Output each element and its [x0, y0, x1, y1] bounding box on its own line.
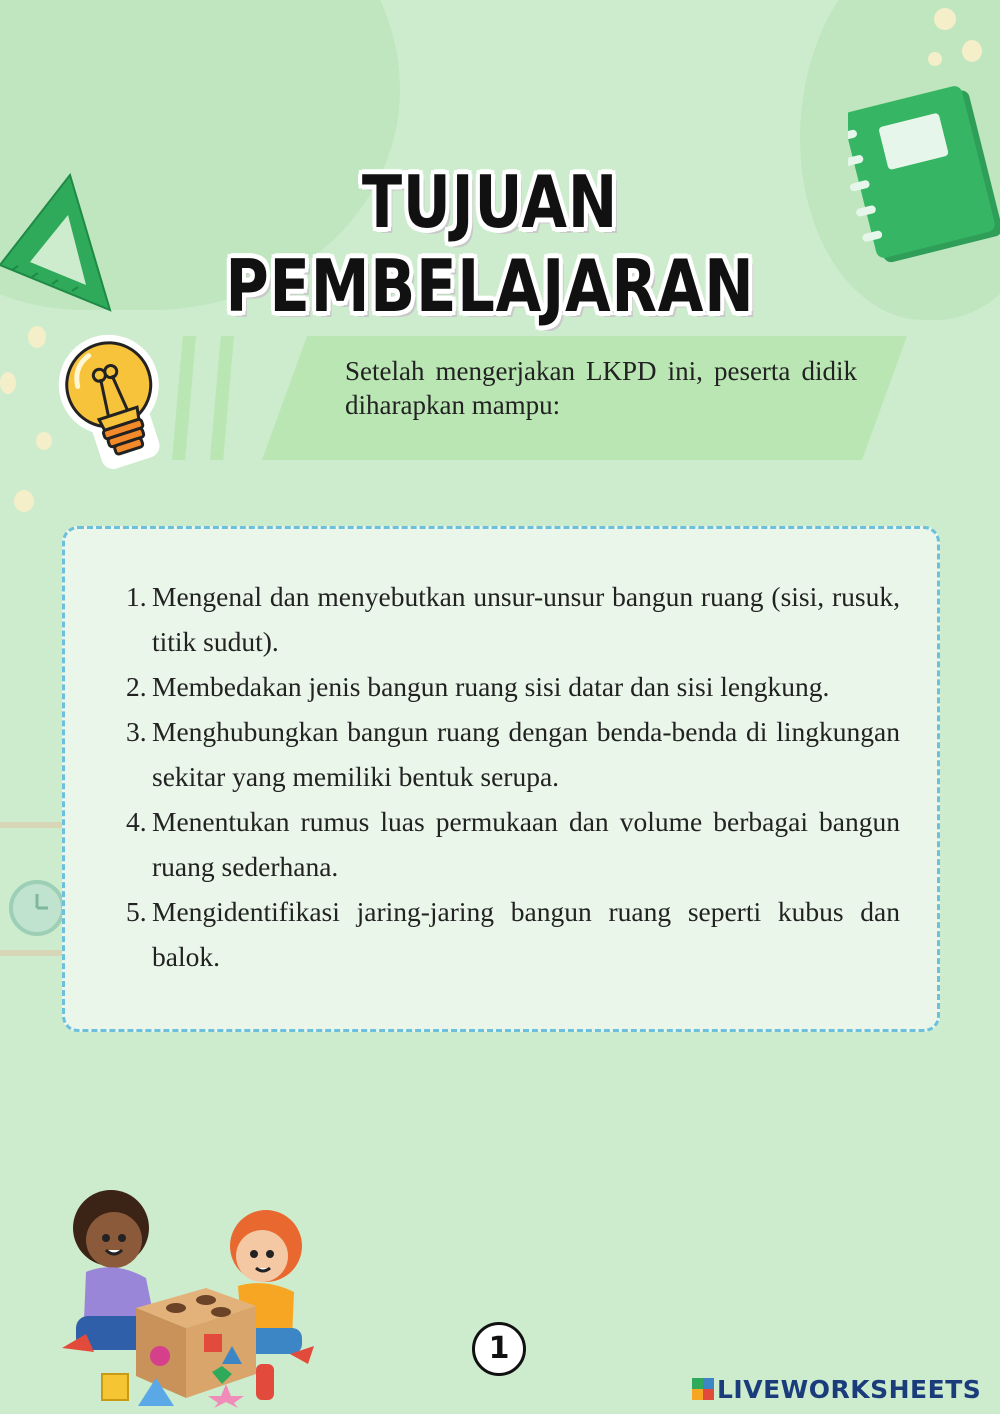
list-item — [126, 799, 900, 889]
item-number: 3. — [126, 716, 147, 747]
item-number: 4. — [126, 806, 147, 837]
intro-text: Setelah mengerjakan LKPD ini, peserta didik diharapkan mampu: — [345, 356, 857, 420]
brand-logo-icon — [692, 1378, 714, 1400]
banner-stripe — [210, 336, 234, 460]
list-item — [126, 664, 900, 709]
children-shape-sorter-illustration — [56, 1188, 326, 1408]
item-text: Mengidentifikasi jaring-jaring bangun ruang seperti kubus dan balok. — [152, 896, 900, 972]
brand — [692, 1373, 981, 1405]
brand-name: LIVEWORKSHEETS — [717, 1374, 982, 1404]
item-number: 2. — [126, 671, 147, 702]
item-number: 1. — [126, 581, 147, 612]
objectives-list — [126, 574, 900, 979]
lightbulb-icon — [54, 326, 174, 476]
list-item — [126, 574, 900, 664]
list-item — [126, 889, 900, 979]
item-text: Membedakan jenis bangun ruang sisi datar dan sisi lengkung. — [152, 671, 830, 702]
item-text: Menentukan rumus luas permukaan dan volume berbagai bangun ruang sederhana. — [152, 806, 900, 882]
list-item — [126, 709, 900, 799]
item-text: Menghubungkan bangun ruang dengan benda-benda di lingkungan sekitar yang memiliki bentuk serupa. — [152, 716, 900, 792]
page-title: TUJUAN PEMBELAJARAN — [225, 160, 755, 328]
item-number: 5. — [126, 896, 147, 927]
item-text: Mengenal dan menyebutkan unsur-unsur bangun ruang (sisi, rusuk, titik sudut). — [152, 581, 900, 657]
banner-stripe — [172, 336, 196, 460]
page-number: 1 — [472, 1322, 526, 1376]
